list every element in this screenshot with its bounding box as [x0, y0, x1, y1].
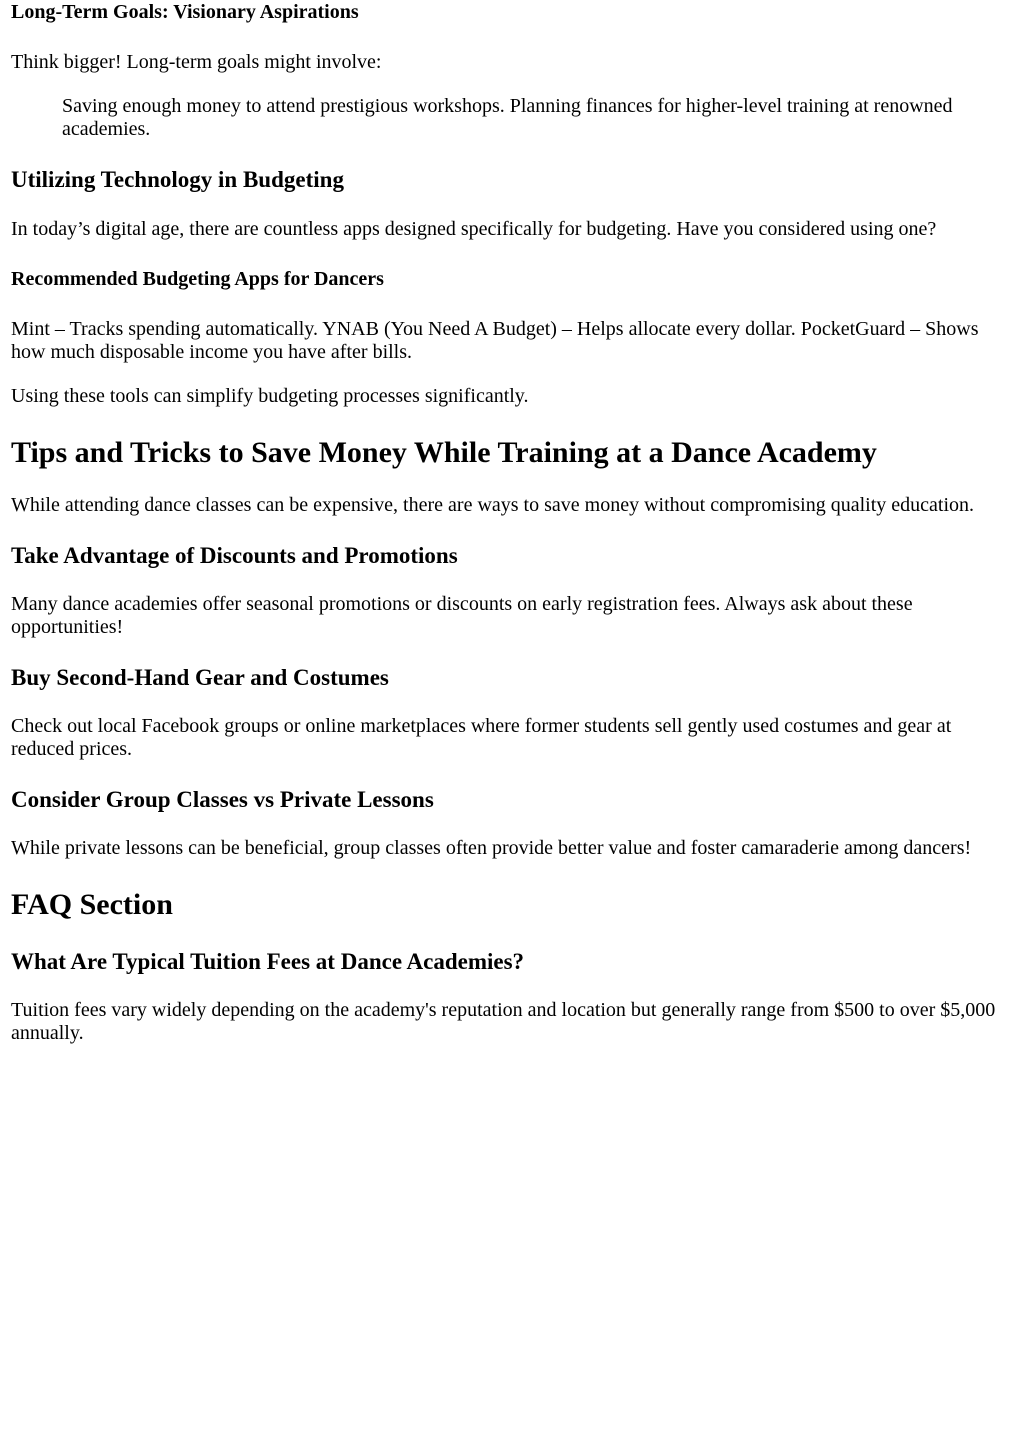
paragraph-group-vs-private: While private lessons can be beneficial, group classes often provide better value and foster camaraderie among dancers!	[11, 837, 972, 859]
paragraph-technology-outro: Using these tools can simplify budgeting processes significantly.	[11, 385, 529, 407]
blockquote-long-term-list: Saving enough money to attend prestigious workshops. Planning finances for higher-level training at renowned academies.	[62, 95, 953, 140]
paragraph-tips-intro: While attending dance classes can be expensive, there are ways to save money without compromising quality education.	[11, 494, 975, 516]
heading-faq-tuition-fees: What Are Typical Tuition Fees at Dance Academies?	[11, 949, 525, 974]
heading-group-vs-private: Consider Group Classes vs Private Lessons	[11, 787, 434, 812]
heading-second-hand-gear: Buy Second-Hand Gear and Costumes	[11, 665, 389, 690]
heading-discounts: Take Advantage of Discounts and Promotions	[11, 543, 458, 568]
paragraph-technology-intro: In today’s digital age, there are countless apps designed specifically for budgeting. Have you considered using one?	[11, 218, 937, 240]
paragraph-second-hand-gear: Check out local Facebook groups or online marketplaces where former students sell gently used costumes and gear at reduced prices.	[11, 715, 952, 760]
heading-recommended-apps: Recommended Budgeting Apps for Dancers	[11, 268, 384, 290]
heading-utilizing-technology: Utilizing Technology in Budgeting	[11, 167, 344, 192]
heading-tips-and-tricks: Tips and Tricks to Save Money While Training at a Dance Academy	[11, 436, 877, 469]
article-page	[0, 1, 1024, 1045]
heading-faq-section: FAQ Section	[11, 888, 173, 921]
paragraph-discounts: Many dance academies offer seasonal promotions or discounts on early registration fees. Always ask about these opportunities!	[11, 593, 913, 638]
heading-long-term-goals: Long-Term Goals: Visionary Aspirations	[11, 1, 359, 23]
paragraph-apps-list: Mint – Tracks spending automatically. YNAB (You Need A Budget) – Helps allocate every dollar. PocketGuard – Shows how much disposable income you have after bills.	[11, 318, 979, 363]
paragraph-long-term-intro: Think bigger! Long-term goals might involve:	[11, 51, 382, 73]
paragraph-faq-tuition-fees: Tuition fees vary widely depending on the academy's reputation and location but generally range from $500 to over $5,000 annually.	[11, 999, 996, 1044]
